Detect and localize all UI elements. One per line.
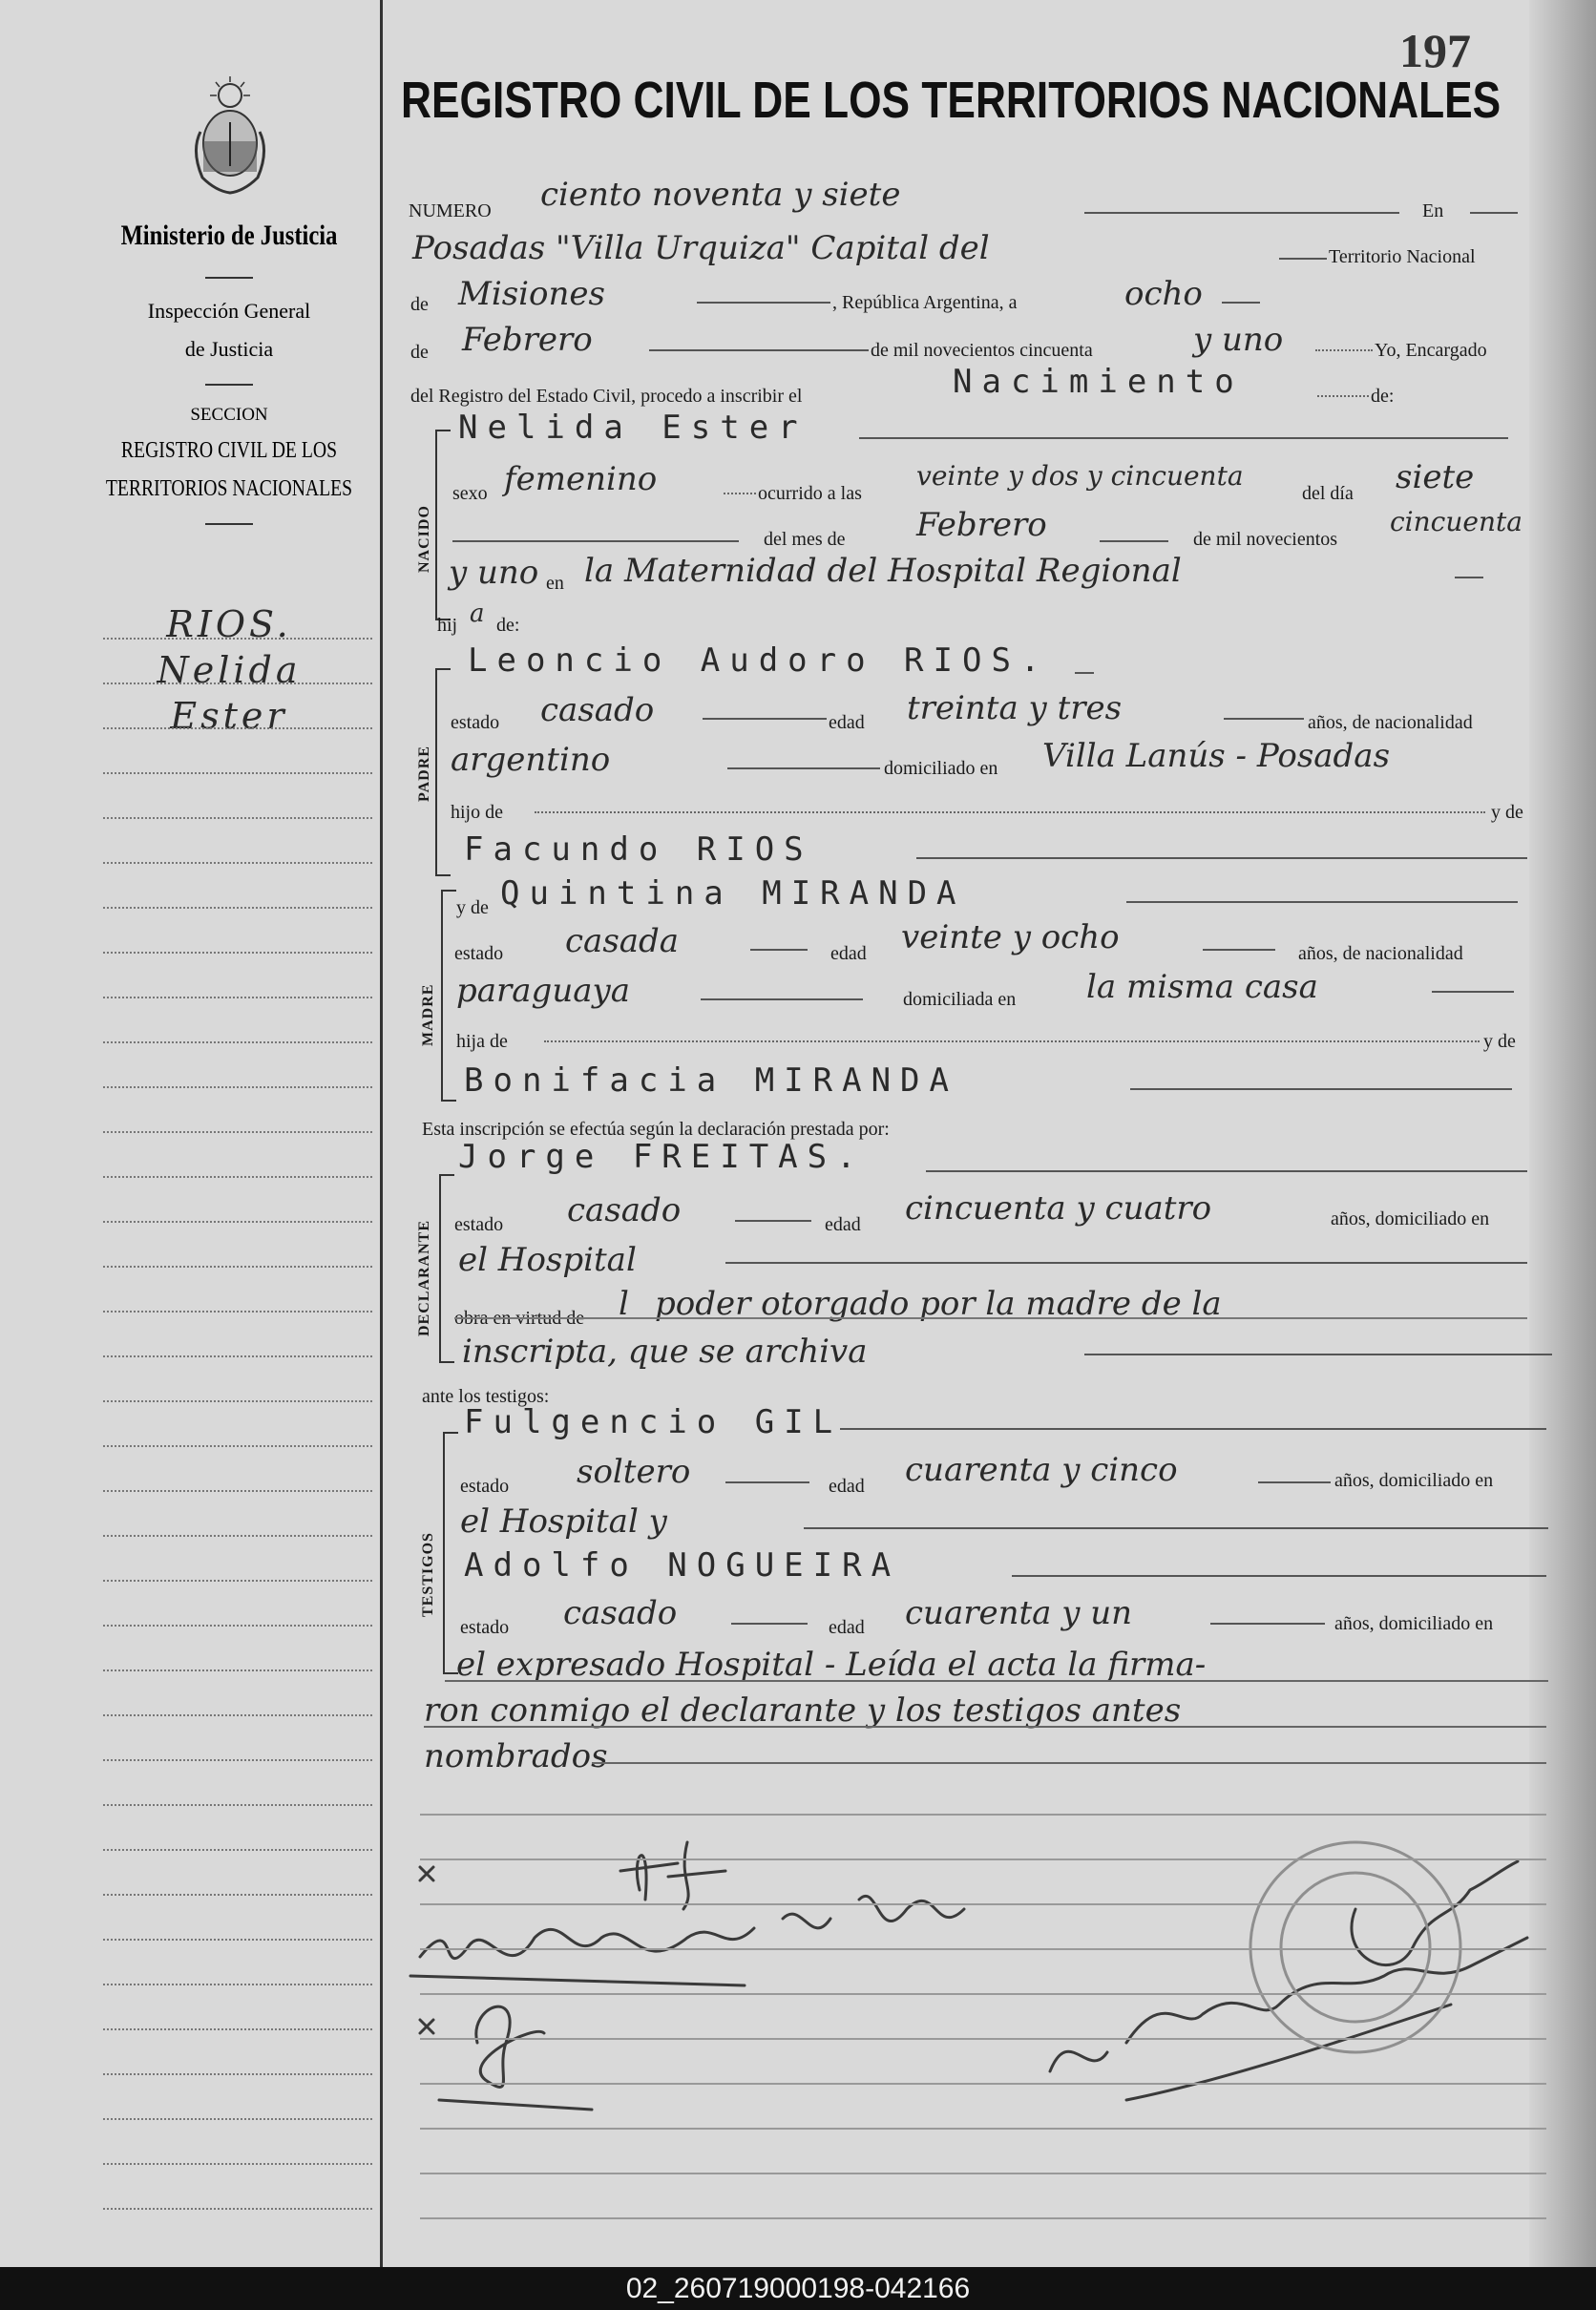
label-obra: obra en virtud de [454, 1308, 585, 1329]
value-decl-estado: casado [567, 1191, 682, 1229]
label-hija-de: hija de [456, 1031, 508, 1052]
section-bracket [435, 430, 451, 620]
divider [205, 277, 253, 279]
margin-ruled-line [103, 1266, 372, 1268]
page-title: REGISTRO CIVIL DE LOS TERRITORIOS NACIONALES [401, 72, 1502, 129]
fill-line [750, 949, 808, 951]
fill-line [445, 1680, 1548, 1682]
value-padre: Leoncio Audoro RIOS. [468, 641, 1050, 680]
margin-surname: RIOS. [166, 603, 292, 645]
margin-ruled-line [103, 682, 372, 684]
value-testigo1: Fulgencio GIL [464, 1403, 843, 1441]
label-en: En [1422, 200, 1444, 221]
margin-ruled-line [103, 1670, 372, 1671]
section-bracket [443, 1432, 458, 1674]
margin-ruled-line [103, 1355, 372, 1357]
value-padre-estado: casado [540, 691, 655, 729]
label-ocurrido: ocurrido a las [758, 483, 862, 504]
value-decl-dom: el Hospital [458, 1241, 637, 1279]
margin-ruled-line [103, 997, 372, 998]
margin-ruled-line [103, 2163, 372, 2165]
value-lugar: Posadas "Villa Urquiza" Capital del [412, 229, 990, 267]
value-territorio: Misiones [458, 275, 605, 313]
label-domiciliada: domiciliada en [903, 989, 1017, 1010]
blank-ruled-line [420, 1948, 1546, 1950]
label-estado-t2: estado [460, 1617, 510, 1638]
value-numero: ciento noventa y siete [540, 176, 901, 214]
value-lugar-nac: la Maternidad del Hospital Regional [584, 552, 1182, 590]
label-de-mil: de mil novecientos cincuenta [871, 340, 1093, 361]
value-cierre3: nombrados [424, 1737, 608, 1775]
value-mes: Febrero [462, 321, 593, 359]
label-republica: , República Argentina, a [832, 292, 1018, 313]
fill-line [1432, 991, 1514, 993]
value-anio-nac: cincuenta [1390, 506, 1522, 537]
value-cierre1: el expresado Hospital - Leída el acta la firma- [456, 1646, 1207, 1684]
fill-line [727, 767, 880, 769]
label-estado-t1: estado [460, 1476, 510, 1497]
fill-line [454, 1317, 1527, 1319]
fill-line [1203, 949, 1275, 951]
margin-ruled-line [103, 2118, 372, 2120]
value-obra2: inscripta, que se archiva [462, 1333, 868, 1371]
divider [205, 523, 253, 525]
dot-line [724, 493, 756, 494]
margin-ruled-line [103, 1939, 372, 1941]
section-bracket [439, 1174, 454, 1363]
label-anios-dom-t1: años, domiciliado en [1334, 1470, 1494, 1491]
section-bracket [435, 668, 451, 876]
blank-ruled-line [420, 2083, 1546, 2085]
margin-ruled-line [103, 817, 372, 819]
margin-given2: Ester [170, 695, 288, 737]
dot-line [544, 1040, 1480, 1042]
margin-ruled-line [103, 2028, 372, 2030]
value-lugar-pre: y uno [449, 554, 539, 592]
label-edad-m: edad [830, 943, 867, 964]
dot-line [1317, 395, 1369, 397]
label-en-la: en [546, 573, 564, 594]
section-label: SECCION [190, 405, 268, 425]
label-edad-d: edad [825, 1214, 861, 1235]
value-madre: Quintina MIRANDA [500, 874, 966, 913]
margin-ruled-line [103, 862, 372, 864]
label-y-de: y de [1491, 802, 1523, 823]
value-obra-suffix: l [619, 1285, 629, 1323]
value-madre-estado: casada [565, 922, 680, 960]
page-number: 197 [1399, 24, 1471, 77]
blank-ruled-line [420, 1858, 1546, 1860]
fill-line [424, 1726, 1546, 1728]
value-sexo: femenino [504, 460, 658, 498]
value-t1-estado: soltero [577, 1453, 691, 1491]
label-de-colon: de: [1371, 386, 1395, 407]
margin-ruled-line [103, 1490, 372, 1492]
margin-ruled-line [103, 1625, 372, 1627]
fill-line [701, 998, 863, 1000]
fill-line [725, 1481, 809, 1483]
fill-line [1258, 1481, 1331, 1483]
fill-line [1126, 901, 1518, 903]
fill-line [1279, 258, 1327, 260]
section-bracket [441, 890, 456, 1102]
dot-line [1315, 349, 1373, 351]
fill-line [1084, 212, 1399, 214]
margin-ruled-line [103, 1894, 372, 1896]
margin-ruled-line [103, 2073, 372, 2075]
blank-ruled-line [420, 2173, 1546, 2174]
fill-line [452, 540, 739, 542]
divider [205, 384, 253, 386]
margin-ruled-line [103, 1849, 372, 1851]
fill-line [1470, 212, 1518, 214]
blank-ruled-line [420, 2038, 1546, 2040]
margin-ruled-line [103, 1086, 372, 1088]
section-label-padre: PADRE [416, 746, 432, 802]
label-anios-dom: años, domiciliado en [1331, 1208, 1490, 1229]
label-yo: Yo, Encargado [1375, 340, 1487, 361]
margin-ruled-line [103, 727, 372, 729]
margin-ruled-line [103, 1176, 372, 1178]
margin-ruled-line [103, 2208, 372, 2210]
fill-line [725, 1262, 1527, 1264]
value-mes-nac: Febrero [916, 506, 1047, 544]
section-label-declarante: DECLARANTE [416, 1219, 432, 1336]
fill-line [1130, 1088, 1512, 1090]
section-label-testigos: TESTIGOS [420, 1532, 436, 1617]
fill-line [592, 1762, 1546, 1764]
value-madre-edad: veinte y ocho [901, 918, 1120, 956]
margin-ruled-line [103, 772, 372, 774]
label-numero: NUMERO [409, 200, 492, 221]
label-esta-inscripcion: Esta inscripción se efectúa según la declaración prestada por: [422, 1119, 890, 1140]
margin-ruled-line [103, 1714, 372, 1716]
ministry-name: Ministerio de Justicia [120, 220, 338, 251]
value-t1-edad: cuarenta y cinco [905, 1451, 1178, 1489]
label-estado: estado [451, 712, 500, 733]
inspection-line1: Inspección General [147, 299, 311, 323]
image-caption: 02_260719000198-042166 [0, 2267, 1596, 2310]
value-padre-edad: treinta y tres [907, 689, 1123, 727]
label-del-dia: del día [1302, 483, 1354, 504]
value-t1-dom: el Hospital y [460, 1502, 667, 1541]
fill-line [804, 1527, 1548, 1529]
value-obra: poder otorgado por la madre de la [655, 1285, 1222, 1323]
value-abuela: Bonifacia MIRANDA [464, 1061, 958, 1100]
label-sexo: sexo [452, 483, 488, 504]
fill-line [1084, 1354, 1552, 1355]
margin-ruled-line [103, 1580, 372, 1582]
value-hij-suffix: a [470, 599, 485, 628]
label-edad-t2: edad [829, 1617, 865, 1638]
value-hora: veinte y dos y cincuenta [916, 460, 1244, 492]
blank-ruled-line [420, 1903, 1546, 1905]
margin-ruled-line [103, 907, 372, 909]
margin-ruled-line [103, 1445, 372, 1447]
value-abuelo: Facundo RIOS [464, 830, 813, 869]
blank-ruled-line [420, 2217, 1546, 2219]
blank-ruled-line [420, 1993, 1546, 1995]
margin-ruled-line [103, 1535, 372, 1537]
label-y-de3: y de [1483, 1031, 1516, 1052]
label-hij: hij [437, 615, 458, 636]
value-padre-dom: Villa Lanús - Posadas [1042, 737, 1391, 775]
fill-line [1012, 1575, 1546, 1577]
margin-ruled-line [103, 1041, 372, 1043]
label-y-de2: y de [456, 897, 489, 918]
label-de3: de: [496, 615, 520, 636]
label-anios-nac: años, de nacionalidad [1308, 712, 1473, 733]
value-acto: Nacimiento [953, 363, 1244, 401]
fill-line [735, 1220, 811, 1222]
section-label-madre: MADRE [420, 983, 436, 1046]
margin-ruled-line [103, 1131, 372, 1133]
value-anio: y uno [1193, 321, 1284, 359]
label-edad-t1: edad [829, 1476, 865, 1497]
label-ante-testigos: ante los testigos: [422, 1386, 550, 1407]
fill-line [1224, 718, 1304, 720]
margin-ruled-line [103, 638, 372, 640]
fill-line [916, 857, 1527, 859]
fill-line [649, 349, 869, 351]
margin-ruled-line [103, 1804, 372, 1806]
label-de: de [410, 294, 429, 315]
value-dia: ocho [1124, 275, 1203, 313]
label-del-registro: del Registro del Estado Civil, procedo a inscribir el [410, 386, 803, 407]
label-anios-dom-t2: años, domiciliado en [1334, 1613, 1494, 1634]
fill-line [1075, 672, 1094, 674]
margin-ruled-line [103, 952, 372, 954]
margin-ruled-line [103, 1221, 372, 1223]
fill-line [840, 1428, 1546, 1430]
margin-ruled-line [103, 1984, 372, 1985]
section-line2: TERRITORIOS NACIONALES [105, 476, 353, 501]
dot-line [535, 811, 1485, 813]
value-cierre2: ron conmigo el declarante y los testigos antes [424, 1691, 1182, 1730]
fill-line [697, 302, 830, 304]
value-madre-dom: la misma casa [1086, 968, 1318, 1006]
value-nombre: Nelida Ester [458, 409, 808, 447]
blank-ruled-line [420, 2128, 1546, 2130]
value-t2-edad: cuarenta y un [905, 1594, 1133, 1632]
margin-ruled-line [103, 1759, 372, 1761]
value-padre-nac: argentino [451, 741, 611, 779]
label-estado-m: estado [454, 943, 504, 964]
margin-ruled-line [103, 1400, 372, 1402]
fill-line [703, 718, 827, 720]
blank-ruled-line [420, 1814, 1546, 1816]
label-de-mil-nov: de mil novecientos [1193, 529, 1338, 550]
inspection-line2: de Justicia [184, 337, 274, 361]
label-anios-nac-m: años, de nacionalidad [1298, 943, 1463, 964]
label-territorio: Territorio Nacional [1329, 246, 1476, 267]
fill-line [1210, 1623, 1325, 1625]
label-edad: edad [829, 712, 865, 733]
fill-line [1222, 302, 1260, 304]
label-estado-d: estado [454, 1214, 504, 1235]
margin-ruled-line [103, 1311, 372, 1312]
value-testigo2: Adolfo NOGUEIRA [464, 1546, 901, 1585]
label-domiciliado: domiciliado en [884, 758, 998, 779]
section-line1: REGISTRO CIVIL DE LOS [120, 438, 338, 463]
fill-line [859, 437, 1508, 439]
signatures [401, 1795, 1546, 2157]
value-dia-nac: siete [1396, 458, 1475, 496]
fill-line [926, 1170, 1527, 1172]
fill-line [731, 1623, 808, 1625]
label-de2: de [410, 342, 429, 363]
value-madre-nac: paraguaya [456, 972, 630, 1010]
coat-of-arms-icon [187, 74, 273, 199]
section-label-nacido: NACIDO [416, 505, 432, 573]
fill-line [1100, 540, 1168, 542]
value-t2-estado: casado [563, 1594, 678, 1632]
margin-given1: Nelida [157, 649, 302, 691]
label-hijo-de: hijo de [451, 802, 503, 823]
value-decl-edad: cincuenta y cuatro [905, 1189, 1212, 1228]
value-declarante: Jorge FREITAS. [458, 1138, 866, 1176]
fill-line [1455, 577, 1483, 578]
label-del-mes: del mes de [764, 529, 846, 550]
